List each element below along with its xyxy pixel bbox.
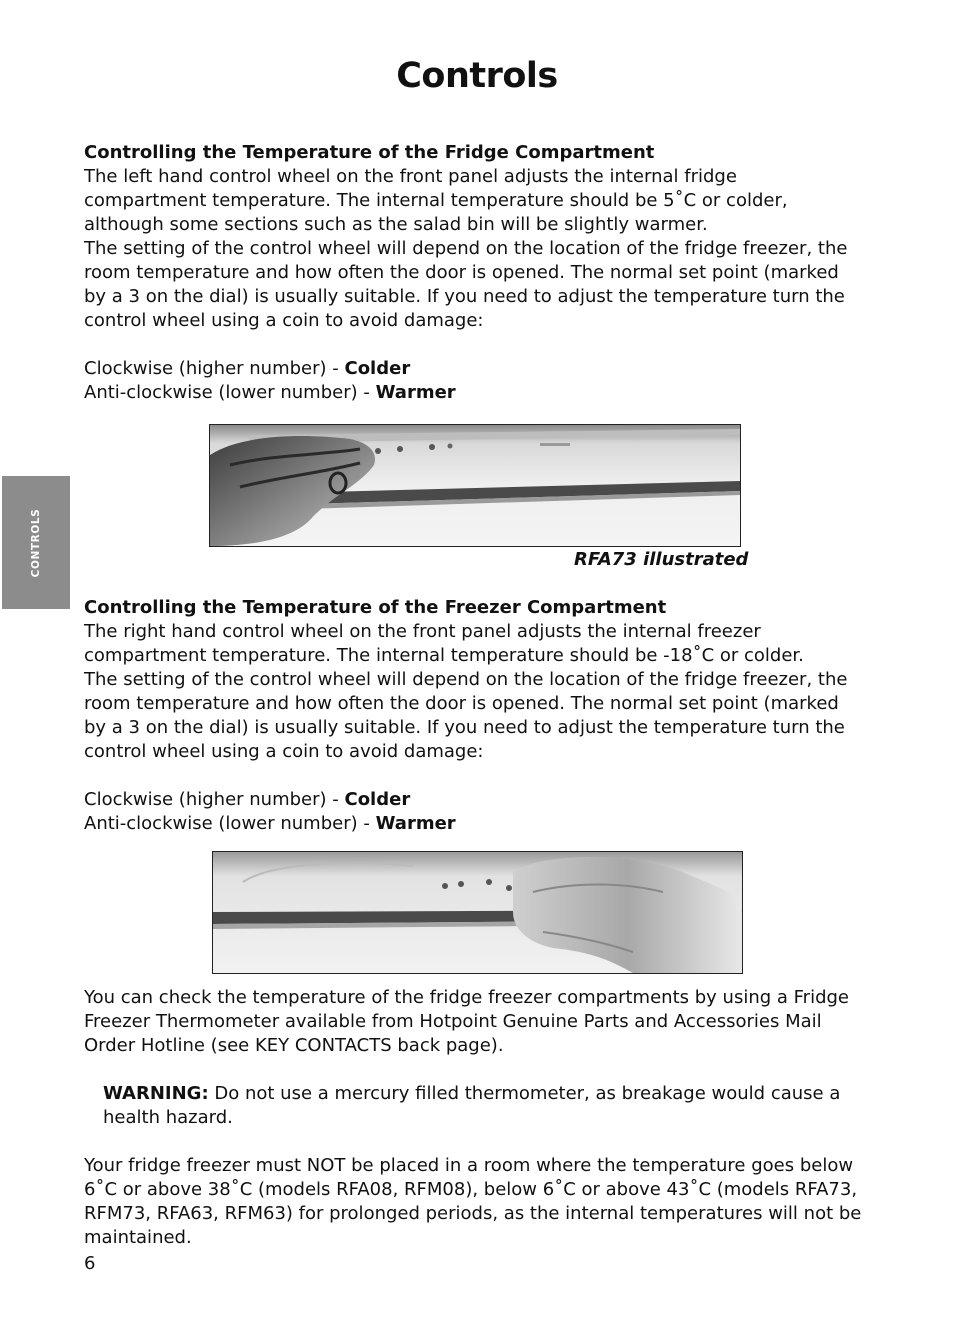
freezer-clockwise-value: Colder [344, 789, 411, 810]
freezer-paragraph-1: The right hand control wheel on the front panel adjusts the internal freezer compartment temperature. The internal temperature should be -18˚C or colder. [84, 621, 804, 666]
fridge-control-photo [209, 424, 741, 547]
placement-note-block [84, 1154, 864, 1250]
fridge-heading: Controlling the Temperature of the Fridge Compartment [84, 142, 655, 163]
fridge-paragraph-1: The left hand control wheel on the front panel adjusts the internal fridge compartment temperature. The internal temperature should be 5˚C or colder, although some sections such as the salad bin will be slightly warmer. [84, 166, 788, 235]
fridge-clockwise-label: Clockwise (higher number) - [84, 358, 345, 379]
fridge-anticlockwise-line [84, 381, 864, 405]
warning-paragraph [103, 1082, 853, 1130]
page-number: 6 [84, 1253, 96, 1274]
placement-note: Your fridge freezer must NOT be placed in a room where the temperature goes below 6˚C or above 38˚C (models RFA08, RFM08), below 6˚C or above 43˚C (models RFA73, RFM73, RFA63, RFM63) for prolonged periods, as the internal temperatures will not be maintained. [84, 1155, 862, 1248]
side-tab-label: CONTROLS [30, 508, 42, 577]
warning-text: Do not use a mercury filled thermometer, as breakage would cause a health hazard. [103, 1083, 841, 1128]
thermometer-note-block [84, 986, 864, 1058]
freezer-anticlockwise-value: Warmer [375, 813, 456, 834]
fridge-anticlockwise-value: Warmer [375, 382, 456, 403]
freezer-control-illustration [213, 852, 742, 973]
warning-label: WARNING: [103, 1083, 209, 1104]
thermometer-note: You can check the temperature of the fridge freezer compartments by using a Fridge Freezer Thermometer available from Hotpoint Genuine Parts and Accessories Mail Order Hotline (see KEY CONTACTS back page). [84, 987, 849, 1056]
freezer-control-photo [212, 851, 743, 974]
freezer-anticlockwise-line [84, 812, 864, 836]
fridge-paragraph-2: The setting of the control wheel will depend on the location of the fridge freezer, the room temperature and how often the door is opened. The normal set point (marked by a 3 on the dial) is usually suitable. If you need to adjust the temperature turn the control wheel using a coin to avoid damage: [84, 238, 848, 331]
fridge-clockwise-line [84, 357, 864, 381]
fridge-anticlockwise-label: Anti-clockwise (lower number) - [84, 382, 376, 403]
freezer-paragraph-2: The setting of the control wheel will depend on the location of the fridge freezer, the room temperature and how often the door is opened. The normal set point (marked by a 3 on the dial) is usually suitable. If you need to adjust the temperature turn the control wheel using a coin to avoid damage: [84, 669, 848, 762]
freezer-heading: Controlling the Temperature of the Freezer Compartment [84, 597, 667, 618]
warning-block [103, 1082, 853, 1130]
fridge-photo-caption: RFA73 illustrated [574, 549, 749, 570]
freezer-clockwise-line [84, 788, 864, 812]
fridge-control-illustration [210, 425, 740, 546]
fridge-section [84, 141, 864, 405]
page-title: Controls [396, 56, 558, 96]
section-side-tab [2, 476, 70, 609]
freezer-clockwise-label: Clockwise (higher number) - [84, 789, 345, 810]
freezer-section [84, 596, 864, 836]
freezer-anticlockwise-label: Anti-clockwise (lower number) - [84, 813, 376, 834]
fridge-clockwise-value: Colder [344, 358, 411, 379]
